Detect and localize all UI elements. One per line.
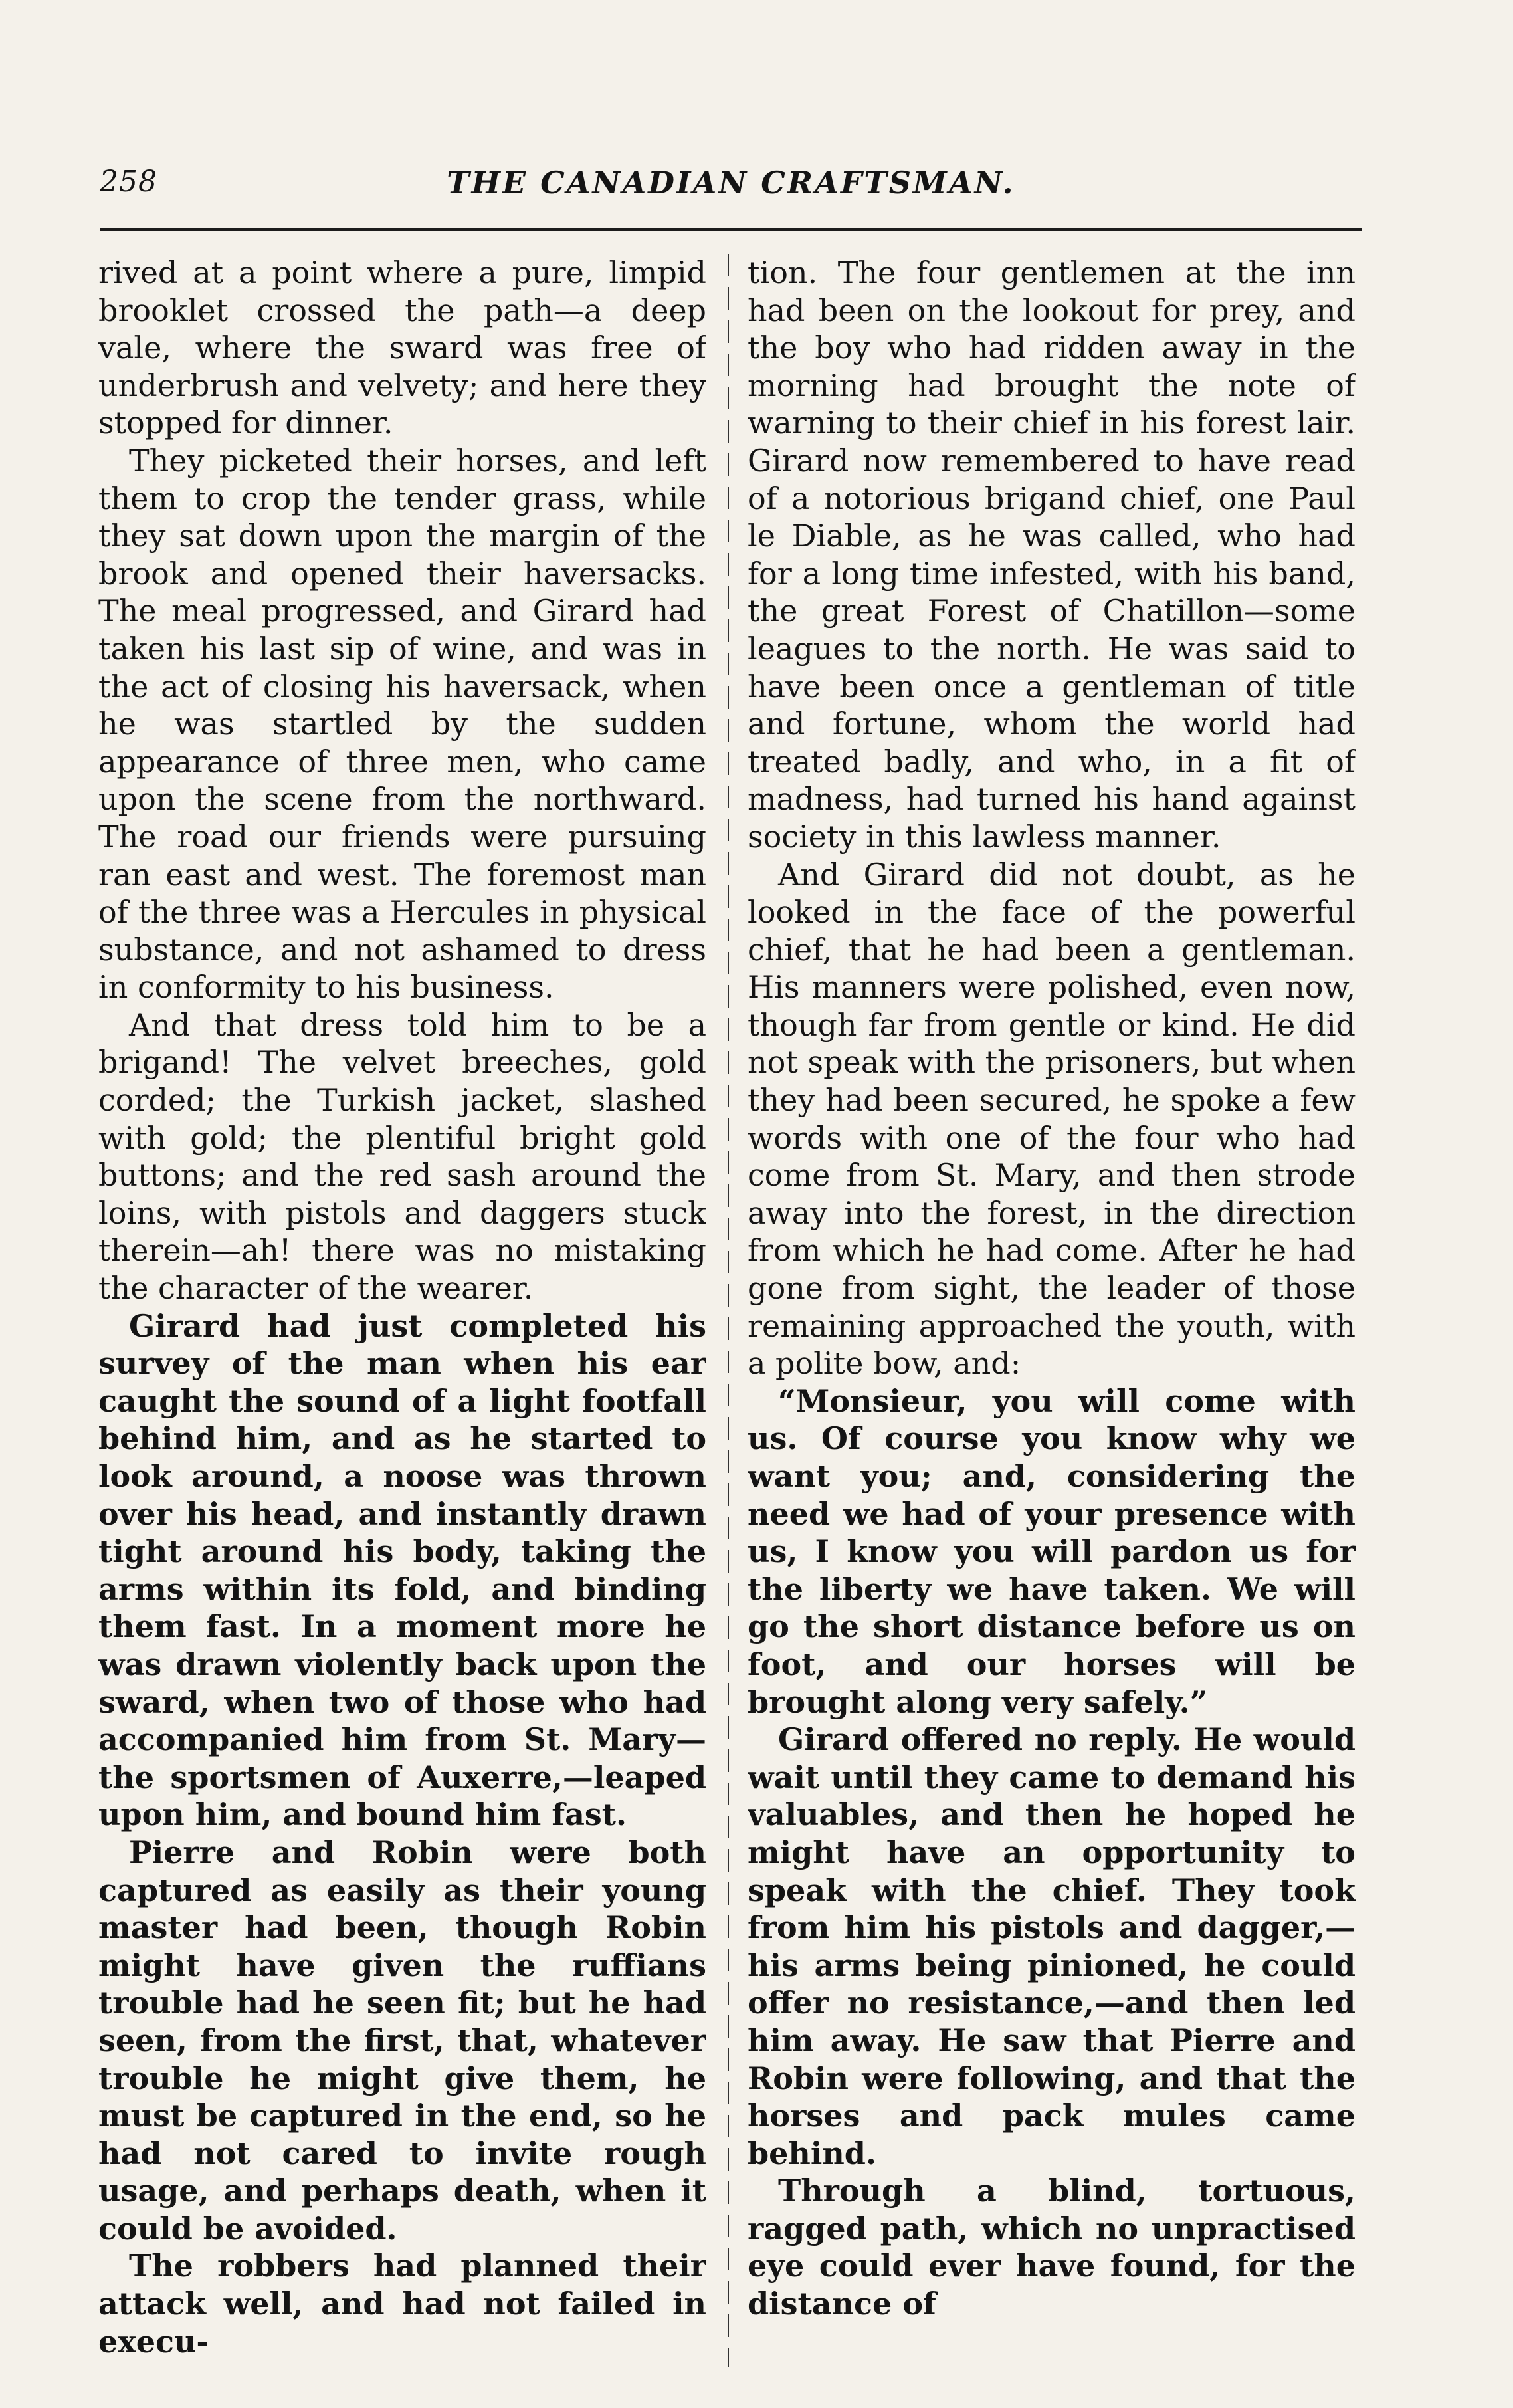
header-rule: [100, 228, 1362, 231]
paragraph: Girard had just completed his survey of the man when his ear caught the sound of a light footfall behind him, and as he started to look around, a noose was thrown over his head, and instantly drawn tight around his body, taking the arms within its fold, and binding them fast. In a moment more he was drawn violently back upon the sward, when two of those who had accompanied him from St. Mary—the sportsmen of Auxerre,—leaped upon him, and bound him fast.: [98, 1307, 706, 1833]
right-column: [748, 254, 1356, 2381]
paragraph: And Girard did not doubt, as he looked in the face of the powerful chief, that he had been a gentleman. His manners were polished, even now, though far from gentle or kind. He did not speak with the prisoners, but when they had been secured, he spoke a few words with one of the four who had come from St. Mary, and then strode away into the forest, in the direction from which he had come. After he had gone from sight, the leader of those remaining approached the youth, with a polite bow, and:: [748, 856, 1356, 1382]
column-divider: [728, 254, 729, 2367]
paragraph: The robbers had planned their attack well, and had not failed in execu-: [98, 2248, 706, 2359]
page-number: 258: [100, 165, 157, 199]
paragraph: Pierre and Robin were both captured as easily as their young master had been, though Robin might have given the ruffians trouble had he seen fit; but he had seen, from the first, that, whatever trouble he might give them, he must be captured in the end, so he had not cared to invite rough usage, and perhaps death, when it could be avoided.: [98, 1834, 706, 2246]
paragraph: Girard offered no reply. He would wait until they came to demand his valuables, and then he hoped he might have an opportunity to speak with the chief. They took from him his pistols and dagger,—his arms being pinioned, he could offer no resistance,—and then led him away. He saw that Pierre and Robin were following, and that the horses and pack mules came behind.: [748, 1721, 1356, 2171]
page-header: [100, 158, 1362, 218]
paragraph: Through a blind, tortuous, ragged path, which no unpractised eye could ever have found, for the distance of: [748, 2173, 1356, 2322]
paragraph: tion. The four gentlemen at the inn had been on the lookout for prey, and the boy who had ridden away in the morning had brought the note of warning to their chief in his forest lair. Girard now remembered to have read of a notorious brigand chief, one Paul le Diable, as he was called, who had for a long time infested, with his band, the great Forest of Chatillon—some leagues to the north. He was said to have been once a gentleman of title and fortune, whom the world had treated badly, and who, in a fit of madness, had turned his hand against society in this lawless manner.: [748, 255, 1356, 855]
paragraph: “Monsieur, you will come with us. Of course you know why we want you; and, considering the need we had of your presence with us, I know you will pardon us for the liberty we have taken. We will go the short distance before us on foot, and our horses will be brought along very safely.”: [748, 1382, 1356, 1720]
running-title: THE CANADIAN CRAFTSMAN.: [447, 165, 1015, 201]
paragraph: They picketed their horses, and left them to crop the tender grass, while they sat down upon the margin of the brook and opened their haversacks. The meal progressed, and Girard had taken his last sip of wine, and was in the act of closing his haversack, when he was startled by the sudden appearance of three men, who came upon the scene from the northward. The road our friends were pursuing ran east and west. The foremost man of the three was a Hercules in physical substance, and not ashamed to dress in conformity to his business.: [98, 442, 706, 1006]
left-column: [98, 254, 706, 2381]
paragraph: And that dress told him to be a brigand! The velvet breeches, gold corded; the Turkish jacket, slashed with gold; the plentiful bright gold buttons; and the red sash around the loins, with pistols and daggers stuck therein—ah! there was no mistaking the character of the wearer.: [98, 1006, 706, 1307]
paragraph: rived at a point where a pure, limpid brooklet crossed the path—a deep vale, where the sward was free of underbrush and velvety; and here they stopped for dinner.: [98, 255, 706, 441]
